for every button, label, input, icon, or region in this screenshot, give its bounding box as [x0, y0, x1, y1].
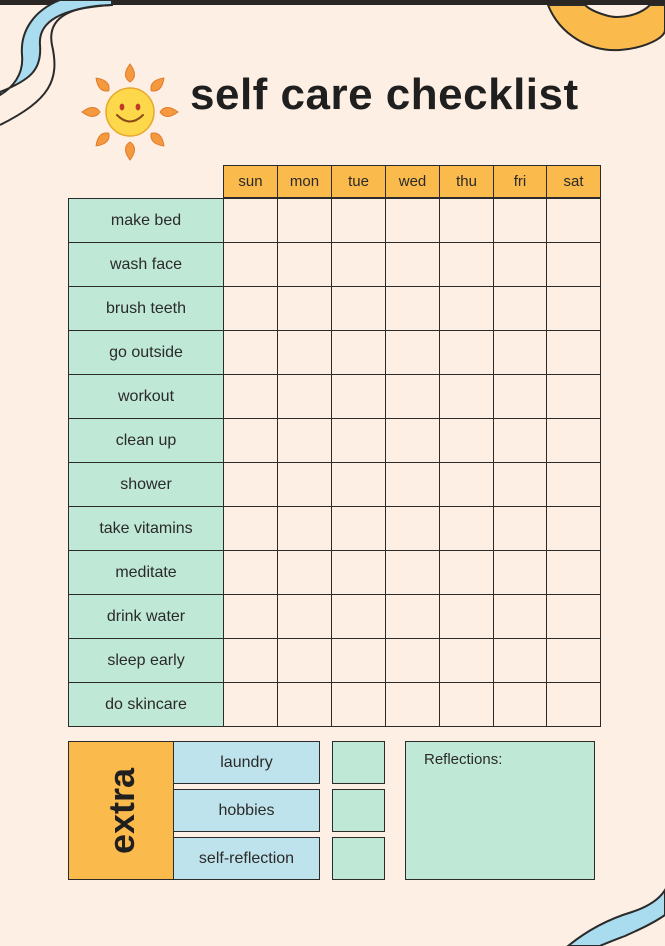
task-label: wash face [68, 242, 224, 287]
checkbox-cell[interactable] [546, 594, 601, 639]
checkbox-cell[interactable] [223, 682, 278, 727]
task-label: brush teeth [68, 286, 224, 331]
smiling-sun-icon [80, 62, 180, 162]
checkbox-cell[interactable] [493, 198, 547, 243]
checkbox-cell[interactable] [546, 550, 601, 595]
extra-checkbox[interactable] [332, 789, 385, 832]
checkbox-cell[interactable] [493, 682, 547, 727]
checkbox-cell[interactable] [493, 242, 547, 287]
checkbox-cell[interactable] [277, 506, 332, 551]
day-header-fri: fri [493, 165, 547, 198]
extra-item: hobbies [173, 789, 320, 832]
checkbox-cell[interactable] [385, 374, 440, 419]
checkbox-cell[interactable] [223, 506, 278, 551]
checkbox-cell[interactable] [439, 594, 494, 639]
checkbox-cell[interactable] [277, 638, 332, 683]
day-header-wed: wed [385, 165, 440, 198]
checkbox-cell[interactable] [223, 462, 278, 507]
task-label: meditate [68, 550, 224, 595]
checkbox-cell[interactable] [385, 418, 440, 463]
task-label: take vitamins [68, 506, 224, 551]
checkbox-cell[interactable] [331, 682, 386, 727]
task-label: go outside [68, 330, 224, 375]
checkbox-cell[interactable] [546, 242, 601, 287]
extra-item: laundry [173, 741, 320, 784]
checkbox-cell[interactable] [331, 242, 386, 287]
checkbox-cell[interactable] [223, 550, 278, 595]
checkbox-cell[interactable] [439, 198, 494, 243]
checkbox-cell[interactable] [331, 286, 386, 331]
checkbox-cell[interactable] [277, 242, 332, 287]
checkbox-cell[interactable] [493, 286, 547, 331]
checkbox-cell[interactable] [385, 594, 440, 639]
checkbox-cell[interactable] [385, 198, 440, 243]
ring-decoration [548, 5, 665, 50]
day-header-sat: sat [546, 165, 601, 198]
checkbox-cell[interactable] [493, 462, 547, 507]
checkbox-cell[interactable] [277, 594, 332, 639]
checkbox-cell[interactable] [223, 638, 278, 683]
day-header-sun: sun [223, 165, 278, 198]
checkbox-cell[interactable] [546, 330, 601, 375]
task-label: clean up [68, 418, 224, 463]
checkbox-cell[interactable] [546, 418, 601, 463]
checkbox-cell[interactable] [493, 330, 547, 375]
checkbox-cell[interactable] [493, 594, 547, 639]
checkbox-cell[interactable] [546, 638, 601, 683]
checkbox-cell[interactable] [277, 462, 332, 507]
checkbox-cell[interactable] [439, 286, 494, 331]
checkbox-cell[interactable] [223, 418, 278, 463]
reflections-label: Reflections: [424, 751, 503, 768]
day-header-tue: tue [331, 165, 386, 198]
task-label: workout [68, 374, 224, 419]
checkbox-cell[interactable] [277, 550, 332, 595]
checkbox-cell[interactable] [331, 330, 386, 375]
day-header-mon: mon [277, 165, 332, 198]
checkbox-cell[interactable] [439, 418, 494, 463]
checkbox-cell[interactable] [277, 330, 332, 375]
checkbox-cell[interactable] [546, 462, 601, 507]
reflections-box[interactable] [405, 741, 595, 880]
checkbox-cell[interactable] [277, 198, 332, 243]
task-label: sleep early [68, 638, 224, 683]
checkbox-cell[interactable] [385, 550, 440, 595]
checkbox-cell[interactable] [331, 594, 386, 639]
checkbox-cell[interactable] [546, 682, 601, 727]
checkbox-cell[interactable] [385, 638, 440, 683]
checkbox-cell[interactable] [385, 242, 440, 287]
checkbox-cell[interactable] [385, 330, 440, 375]
day-header-thu: thu [439, 165, 494, 198]
checkbox-cell[interactable] [277, 682, 332, 727]
checkbox-cell[interactable] [277, 418, 332, 463]
checkbox-cell[interactable] [331, 418, 386, 463]
checkbox-cell[interactable] [546, 286, 601, 331]
checkbox-cell[interactable] [546, 198, 601, 243]
checkbox-cell[interactable] [223, 594, 278, 639]
checkbox-cell[interactable] [385, 682, 440, 727]
checkbox-cell[interactable] [385, 286, 440, 331]
checkbox-cell[interactable] [439, 242, 494, 287]
checkbox-cell[interactable] [439, 374, 494, 419]
page-title: self care checklist [190, 70, 579, 119]
extra-checkbox[interactable] [332, 741, 385, 784]
checkbox-cell[interactable] [439, 682, 494, 727]
checkbox-cell[interactable] [223, 242, 278, 287]
checkbox-cell[interactable] [331, 506, 386, 551]
checkbox-cell[interactable] [223, 286, 278, 331]
extra-label: extra [101, 767, 142, 855]
checkbox-cell[interactable] [493, 550, 547, 595]
extra-checkbox[interactable] [332, 837, 385, 880]
checkbox-cell[interactable] [493, 638, 547, 683]
checkbox-cell[interactable] [223, 330, 278, 375]
task-label: shower [68, 462, 224, 507]
checkbox-cell[interactable] [331, 374, 386, 419]
checkbox-cell[interactable] [223, 374, 278, 419]
checkbox-cell[interactable] [385, 506, 440, 551]
checkbox-cell[interactable] [439, 506, 494, 551]
checkbox-cell[interactable] [493, 374, 547, 419]
checkbox-cell[interactable] [331, 462, 386, 507]
checkbox-cell[interactable] [331, 638, 386, 683]
checkbox-cell[interactable] [277, 374, 332, 419]
checkbox-cell[interactable] [439, 462, 494, 507]
checkbox-cell[interactable] [331, 550, 386, 595]
checkbox-cell[interactable] [439, 330, 494, 375]
checkbox-cell[interactable] [493, 506, 547, 551]
checkbox-cell[interactable] [277, 286, 332, 331]
checkbox-cell[interactable] [546, 506, 601, 551]
checkbox-cell[interactable] [331, 198, 386, 243]
checkbox-cell[interactable] [493, 418, 547, 463]
task-label: drink water [68, 594, 224, 639]
checkbox-cell[interactable] [223, 198, 278, 243]
checkbox-cell[interactable] [439, 638, 494, 683]
extra-item: self-reflection [173, 837, 320, 880]
checkbox-cell[interactable] [385, 462, 440, 507]
checkbox-cell[interactable] [546, 374, 601, 419]
task-label: do skincare [68, 682, 224, 727]
task-label: make bed [68, 198, 224, 243]
extra-section-label-block [68, 741, 174, 880]
checkbox-cell[interactable] [439, 550, 494, 595]
